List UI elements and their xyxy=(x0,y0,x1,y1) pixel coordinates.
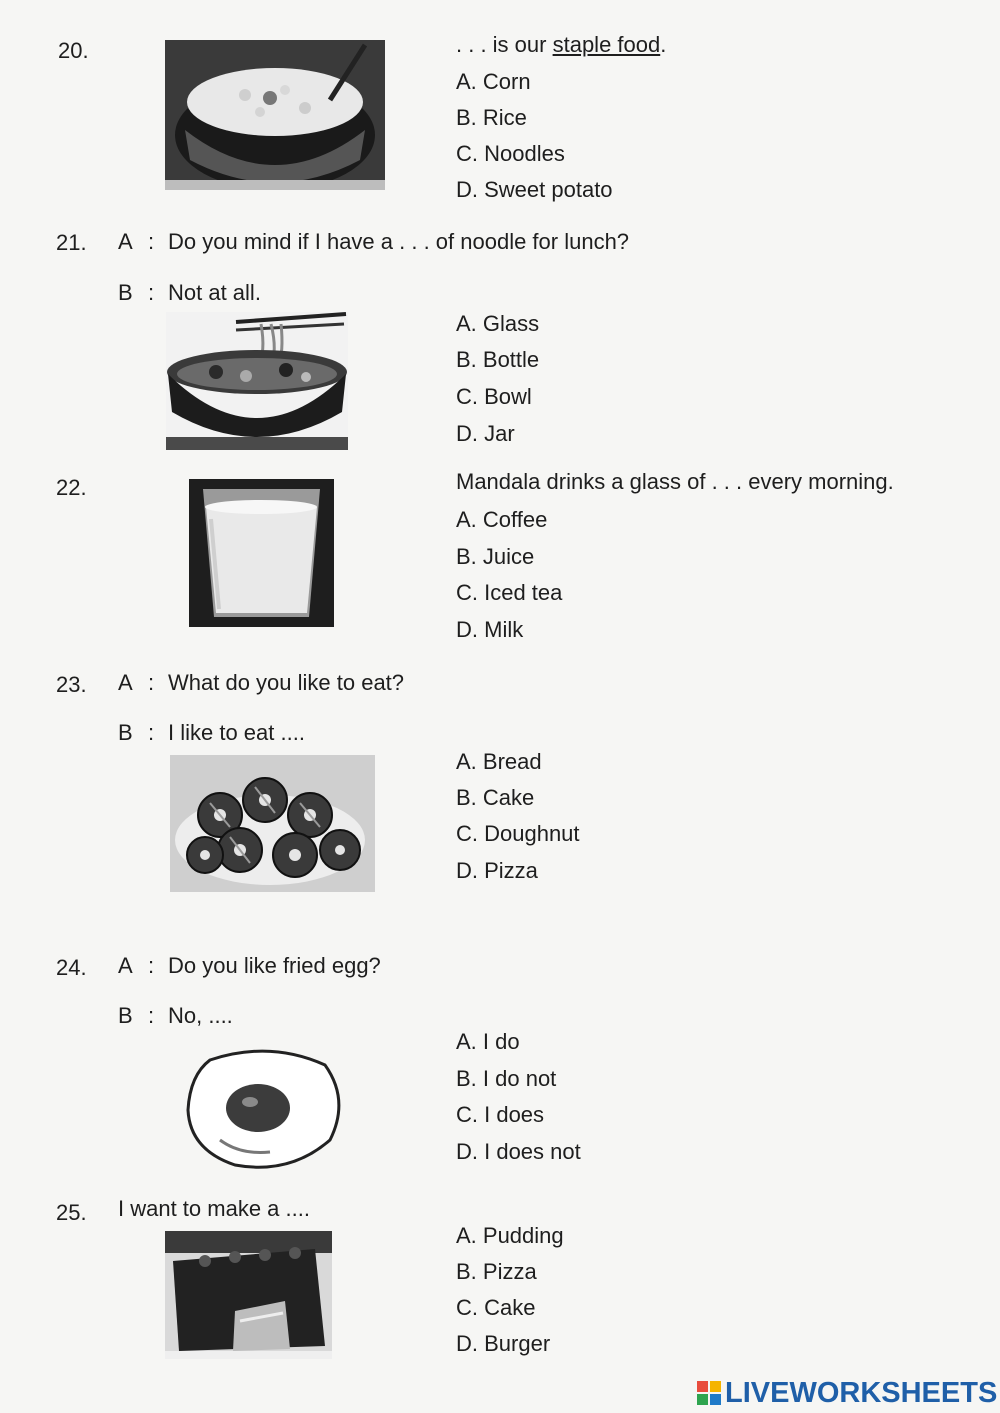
question-21-speaker-a: A xyxy=(118,229,133,254)
noodle-bowl-image xyxy=(166,312,348,450)
question-24-line-b: No, .... xyxy=(168,1003,233,1028)
question-25-option-c[interactable]: C. Cake xyxy=(456,1295,536,1320)
question-21-speaker-b: B xyxy=(118,280,133,305)
fried-egg-image xyxy=(180,1040,350,1175)
rice-bowl-image xyxy=(165,40,385,190)
question-23-option-c[interactable]: C. Doughnut xyxy=(456,821,580,846)
question-23-number: 23. xyxy=(56,672,87,697)
liveworksheets-brand[interactable] xyxy=(697,1378,997,1408)
question-23-option-d[interactable]: D. Pizza xyxy=(456,858,538,883)
question-25-option-d[interactable]: D. Burger xyxy=(456,1331,551,1356)
question-25-number: 25. xyxy=(56,1200,87,1225)
doughnuts-image xyxy=(170,755,375,892)
question-22-option-a[interactable]: A. Coffee xyxy=(456,507,548,532)
question-24-speaker-a: A xyxy=(118,953,133,978)
question-22-number: 22. xyxy=(56,475,87,500)
question-21-line-b: Not at all. xyxy=(168,280,261,305)
question-25-option-b[interactable]: B. Pizza xyxy=(456,1259,537,1284)
liveworksheets-logo-icon xyxy=(697,1381,721,1405)
question-21-option-b[interactable]: B. Bottle xyxy=(456,347,540,372)
question-24-colon-a: : xyxy=(148,953,155,978)
question-24-line-a: Do you like fried egg? xyxy=(168,953,381,978)
chocolate-cake-image xyxy=(165,1231,332,1359)
question-20-stem-prefix: . . . is our xyxy=(456,32,553,57)
question-20-number: 20. xyxy=(58,38,89,63)
question-22-option-c[interactable]: C. Iced tea xyxy=(456,580,563,605)
question-21-colon-b: : xyxy=(148,280,155,305)
question-23-speaker-b: B xyxy=(118,720,133,745)
brand-name: LIVEWORKSHEETS xyxy=(725,1376,998,1409)
question-21-line-a: Do you mind if I have a . . . of noodle for lunch? xyxy=(168,229,630,254)
question-23-option-b[interactable]: B. Cake xyxy=(456,785,535,810)
question-20-stem-underlined: staple food xyxy=(552,32,661,57)
question-21-option-c[interactable]: C. Bowl xyxy=(456,384,532,409)
question-23-option-a[interactable]: A. Bread xyxy=(456,749,542,774)
question-24-speaker-b: B xyxy=(118,1003,133,1028)
question-21-number: 21. xyxy=(56,230,87,255)
question-25-stem: I want to make a .... xyxy=(118,1196,310,1221)
question-20-stem xyxy=(456,32,666,58)
question-23-colon-a: : xyxy=(148,670,155,695)
question-24-option-a[interactable]: A. I do xyxy=(456,1029,520,1054)
question-22-option-b[interactable]: B. Juice xyxy=(456,544,535,569)
glass-of-milk-image xyxy=(189,479,334,627)
question-21-option-d[interactable]: D. Jar xyxy=(456,421,515,446)
question-20-option-b[interactable]: B. Rice xyxy=(456,105,527,130)
question-24-option-d[interactable]: D. I does not xyxy=(456,1139,581,1164)
question-20-option-c[interactable]: C. Noodles xyxy=(456,141,565,166)
question-24-colon-b: : xyxy=(148,1003,155,1028)
question-21-option-a[interactable]: A. Glass xyxy=(456,311,540,336)
question-22-option-d[interactable]: D. Milk xyxy=(456,617,524,642)
question-24-number: 24. xyxy=(56,955,87,980)
question-22-stem: Mandala drinks a glass of . . . every morning. xyxy=(456,469,894,494)
question-21-colon-a: : xyxy=(148,229,155,254)
question-23-speaker-a: A xyxy=(118,670,133,695)
question-23-line-a: What do you like to eat? xyxy=(168,670,405,695)
question-23-colon-b: : xyxy=(148,720,155,745)
question-24-option-b[interactable]: B. I do not xyxy=(456,1066,557,1091)
question-25-option-a[interactable]: A. Pudding xyxy=(456,1223,564,1248)
question-23-line-b: I like to eat .... xyxy=(168,720,305,745)
question-20-option-d[interactable]: D. Sweet potato xyxy=(456,177,613,202)
question-20-option-a[interactable]: A. Corn xyxy=(456,69,531,94)
question-20-stem-suffix: . xyxy=(660,32,667,57)
question-24-option-c[interactable]: C. I does xyxy=(456,1102,545,1127)
